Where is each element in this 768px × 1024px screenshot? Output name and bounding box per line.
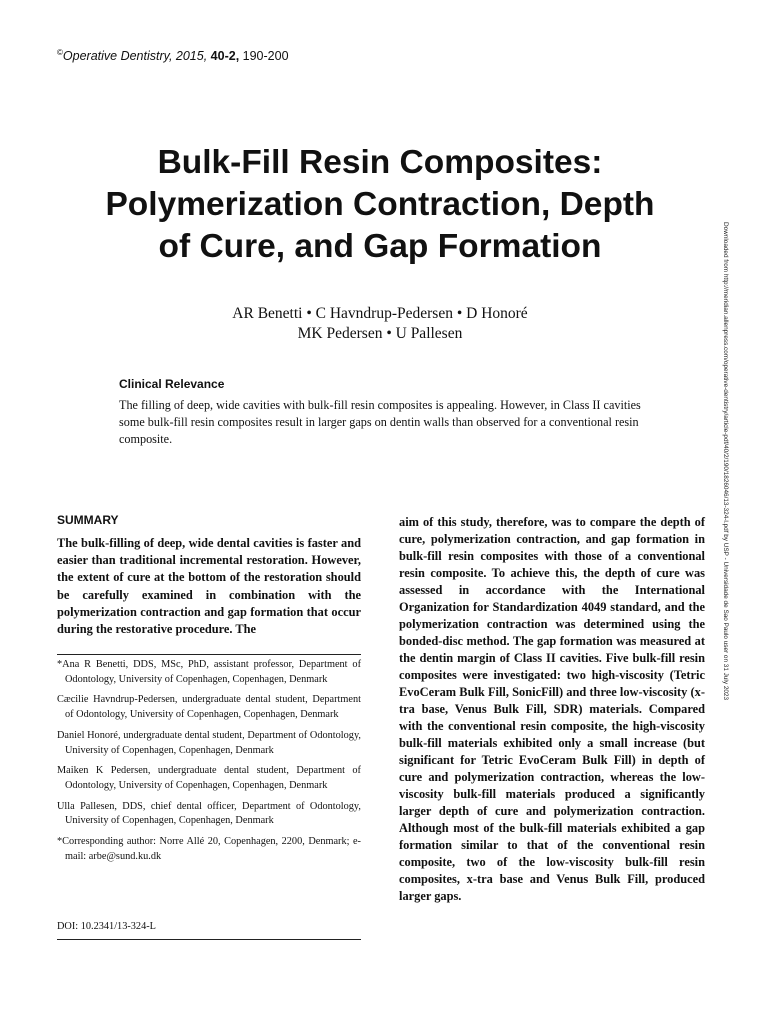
footnote: *Ana R Benetti, DDS, MSc, PhD, assistant professor, Department of Odontology, University of Copenhagen, Copenhagen, Denmark	[57, 659, 361, 685]
journal-volume: 40-2,	[210, 49, 240, 64]
clinical-relevance-heading: Clinical Relevance	[119, 377, 225, 391]
journal-citation	[57, 48, 289, 63]
doi-divider	[57, 939, 361, 940]
journal-name: Operative Dentistry, 2015,	[62, 49, 208, 64]
footnote: Maiken K Pedersen, undergraduate dental student, Department of Odontology, University of Copenhagen, Copenhagen, Denmark	[57, 765, 361, 791]
author-list	[40, 304, 720, 344]
footnote: Cæcilie Havndrup-Pedersen, undergraduate dental student, Department of Odontology, University of Copenhagen, Copenhagen, Denmark	[57, 694, 361, 721]
copyright-symbol: ©	[57, 48, 63, 57]
author-footnotes	[57, 658, 361, 870]
clinical-relevance-section	[119, 377, 659, 448]
doi-text: DOI: 10.2341/13-324-L	[57, 921, 156, 932]
footnote-divider	[57, 654, 361, 655]
clinical-relevance-text: The filling of deep, wide cavities with bulk-fill resin composites is appealing. However, in Class II cavities some bulk-fill resin composites result in larger gaps on dentin walls than observed for a conventional resin composite.	[119, 398, 641, 446]
title-line: Bulk-Fill Resin Composites:	[157, 144, 603, 181]
author-line: AR Benetti • C Havndrup-Pedersen • D Honoré	[232, 305, 528, 322]
title-line: Polymerization Contraction, Depth	[105, 186, 655, 223]
author-line: MK Pedersen • U Pallesen	[297, 325, 463, 342]
footnote: Ulla Pallesen, DDS, chief dental officer, Department of Odontology, University of Copenhagen, Copenhagen, Denmark	[57, 800, 361, 827]
journal-pages: 190-200	[242, 49, 289, 64]
summary-text-right: aim of this study, therefore, was to compare the depth of cure, polymerization contraction, and gap formation in bulk-fill resin composites with those of a conventional resin composite. To achieve this, the depth of cure was assessed in accordance with the International Organization for Standardization 4049 standard, and the polymerization contraction was determined using the bonded-disc method. The gap formation was measured at the dentin margin of Class II cavities. Five bulk-fill resin composites were investigated: two high-viscosity (Tetric EvoCeram Bulk Fill, SonicFill) and three low-viscosity (x-tra base, Venus Bulk Fill, SDR) materials. Compared with the conventional resin composite, the high-viscosity bulk-fill materials exhibited only a small increase (but significant for Tetric EvoCeram Bulk Fill) in depth of cure and polymerization contraction, whereas the low-viscosity bulk-fill materials produced a significantly larger depth of cure and polymerization contraction. Although most of the bulk-fill materials exhibited a gap formation similar to that of the conventional resin composite, two of the low-viscosity bulk-fill resin composites, x-tra base and Venus Bulk Fill, produced larger gaps.	[399, 515, 705, 903]
summary-heading: SUMMARY	[57, 513, 119, 527]
paper-title	[40, 142, 720, 268]
footnote: Daniel Honoré, undergraduate dental student, Department of Odontology, University of Copenhagen, Copenhagen, Denmark	[57, 729, 361, 756]
download-watermark: Downloaded from http://meridian.allenpress.com/operative-dentistry/article-pdf/40/2/190/1826046/13-324-l.pdf by USP - Universidade de Sao Paulo user on 31 July 2023	[722, 222, 729, 701]
title-line: of Cure, and Gap Formation	[158, 228, 602, 265]
summary-left-column	[57, 513, 361, 638]
footnote: *Corresponding author: Norre Allé 20, Copenhagen, 2200, Denmark; e-mail: arbe@sund.ku.dk	[57, 836, 361, 862]
summary-text-left: The bulk-filling of deep, wide dental cavities is faster and easier than traditional incremental restoration. However, the extent of cure at the bottom of the restoration should be carefully examined in combination with the polymerization contraction and gap formation that occur during the restorative procedure. The	[57, 536, 361, 637]
